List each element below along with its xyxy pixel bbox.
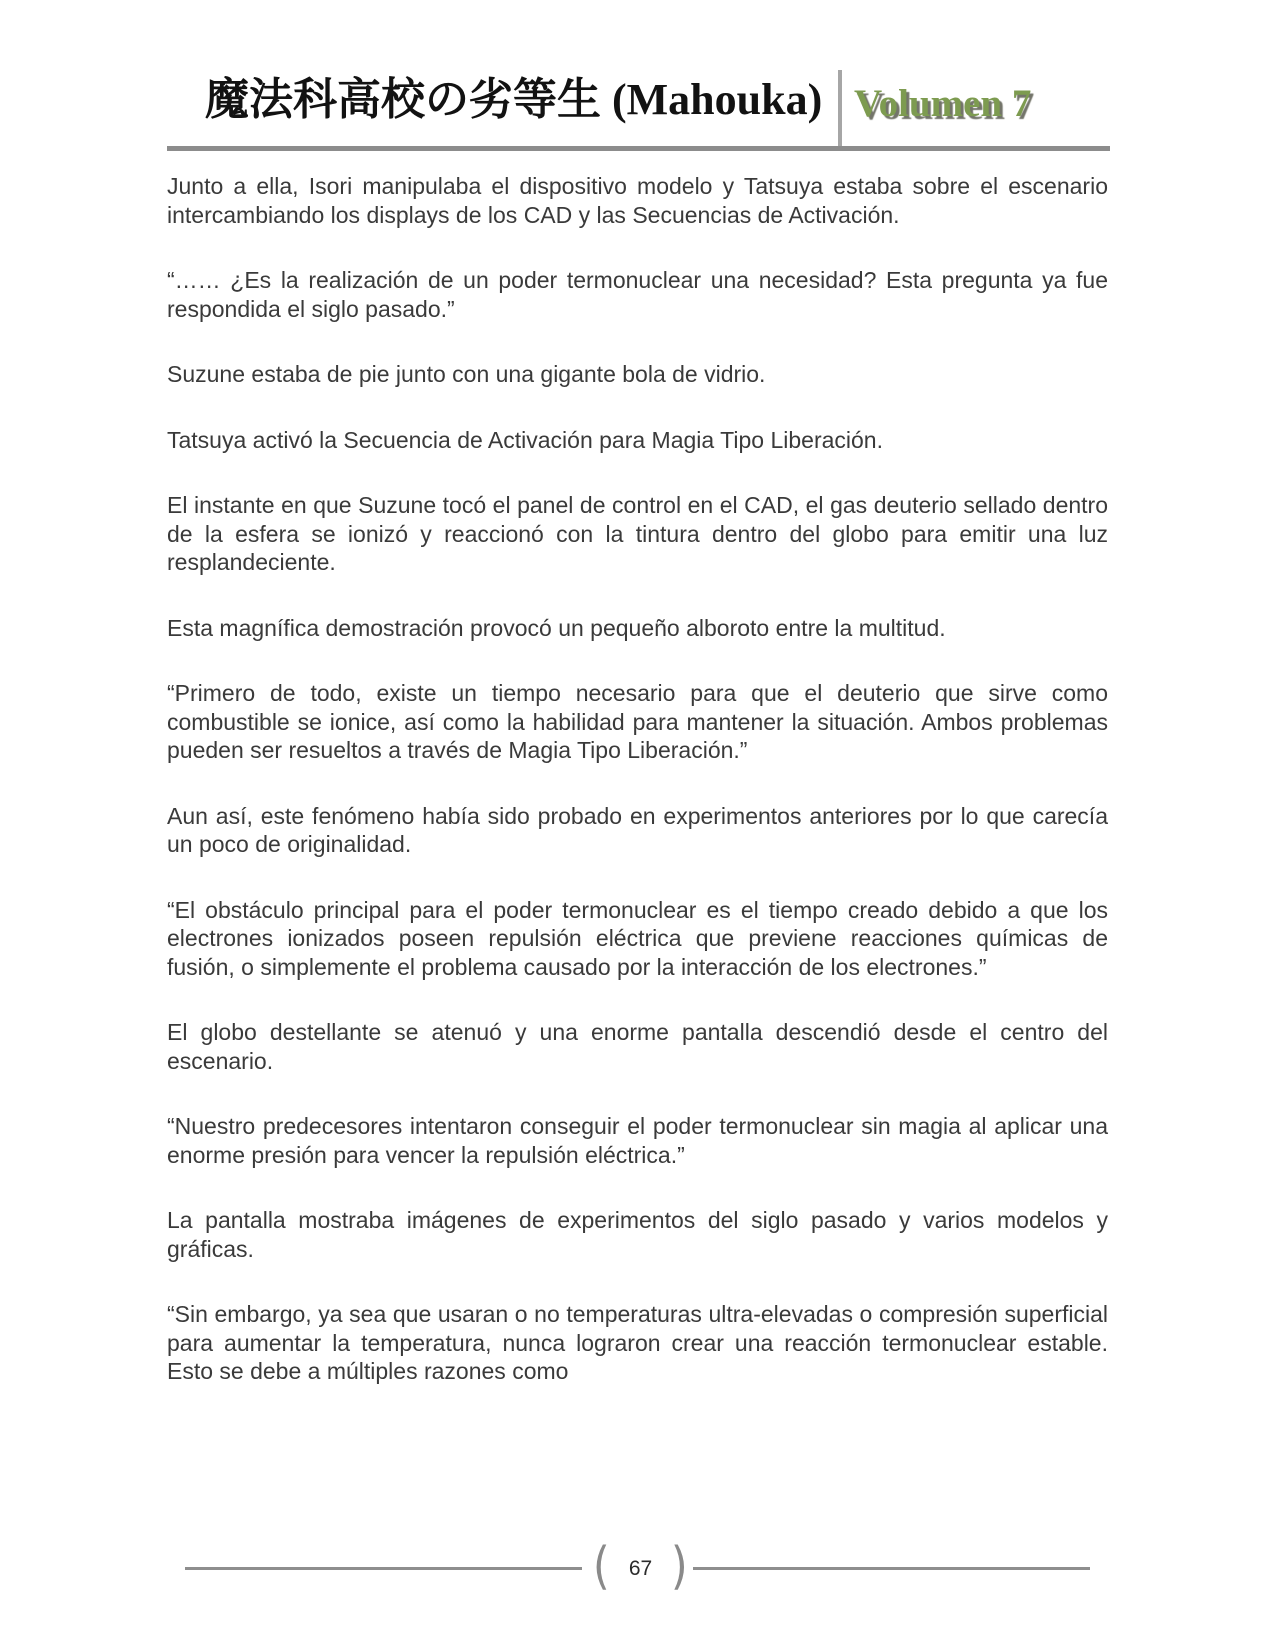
paragraph: Suzune estaba de pie junto con una gigante bola de vidrio. xyxy=(167,361,766,387)
header-horizontal-rule xyxy=(167,146,1110,151)
paragraph: Junto a ella, Isori manipulaba el dispositivo modelo y Tatsuya estaba sobre el escenario intercambiando los displays de los CAD y las Secuencias de Activación. xyxy=(167,173,1108,228)
paragraph: “Nuestro predecesores intentaron conseguir el poder termonuclear sin magia al aplicar una enorme presión para vencer la repulsión eléctrica.” xyxy=(167,1113,1108,1168)
header-vertical-divider xyxy=(838,70,842,151)
paragraph: El instante en que Suzune tocó el panel de control en el CAD, el gas deuterio sellado dentro de la esfera se ionizó y reaccionó con la tintura dentro del globo para emitir una luz resplandeciente. xyxy=(167,492,1108,575)
paragraph: “El obstáculo principal para el poder termonuclear es el tiempo creado debido a que los electrones ionizados poseen repulsión eléctrica que previene reacciones químicas de fusión, o simplemente el problema causado por la interacción de los electrones.” xyxy=(167,896,1108,980)
paragraph: Esta magnífica demostración provocó un pequeño alboroto entre la multitud. xyxy=(167,614,946,641)
paragraph: Tatsuya activó la Secuencia de Activación para Magia Tipo Liberación. xyxy=(167,426,883,453)
footer-right-bracket-icon: ) xyxy=(671,1536,688,1596)
paragraph: La pantalla mostraba imágenes de experimentos del siglo pasado y varios modelos y gráficas. xyxy=(167,1207,1108,1262)
paragraph: “Sin embargo, ya sea que usaran o no temperaturas ultra-elevadas o compresión superficial para aumentar la temperatura, nunca lograron crear una reacción termonuclear estable. Esto se debe a múltiples razones como xyxy=(167,1301,1108,1384)
paragraph: Aun así, este fenómeno había sido probado en experimentos anteriores por lo que carecía un poco de originalidad. xyxy=(167,802,1108,857)
paragraph: El globo destellante se atenuó y una enorme pantalla descendió desde el centro del escenario. xyxy=(167,1019,1108,1074)
paragraph: “…… ¿Es la realización de un poder termonuclear una necesidad? Esta pregunta ya fue respondida el siglo pasado.” xyxy=(167,267,1108,322)
page-number: 67 xyxy=(628,1557,653,1580)
page-header-title: 魔法科高校の劣等生 (Mahouka) xyxy=(205,75,823,124)
volume-label: Volumen 7 xyxy=(854,82,1032,125)
footer-left-bracket-icon: ( xyxy=(593,1536,610,1596)
body-text xyxy=(167,172,1108,1423)
footer-right-line xyxy=(693,1567,1090,1570)
paragraph: “Primero de todo, existe un tiempo necesario para que el deuterio que sirve como combustible se ionice, así como la habilidad para mantener la situación. Ambos problemas pueden ser resueltos a través de Magia Tipo Liberación.” xyxy=(167,680,1108,763)
page-footer xyxy=(185,1536,1090,1596)
footer-left-line xyxy=(185,1567,582,1570)
